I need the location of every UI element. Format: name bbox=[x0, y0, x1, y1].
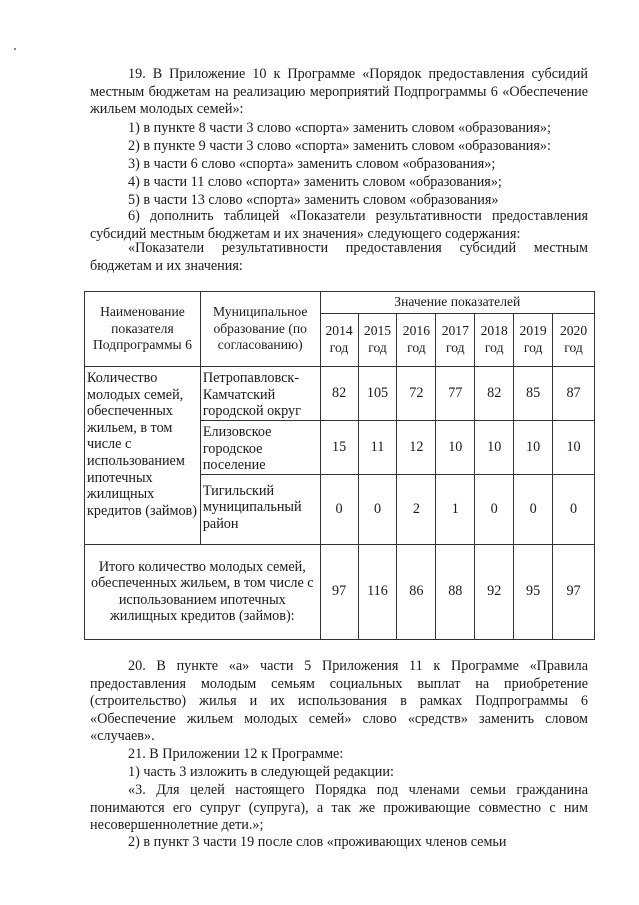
year-header: 2015 год bbox=[358, 314, 397, 367]
year-header: 2018 год bbox=[475, 314, 514, 367]
paragraph-19-item-6: 6) дополнить таблицей «Показатели результативности предоставления субсидий местным бюджетам и их значения» следующего содержания: bbox=[90, 208, 588, 242]
total-cell: 88 bbox=[436, 544, 475, 639]
total-cell: 97 bbox=[320, 544, 358, 639]
year-header: 2019 год bbox=[514, 314, 553, 367]
municipality-name: Петропавловск-Камчатский городской округ bbox=[200, 367, 320, 421]
table-cell: 10 bbox=[436, 421, 475, 475]
paragraph-21-intro: 21. В Приложении 12 к Программе: bbox=[128, 746, 344, 762]
table-caption-quote: «Показатели результативности предоставления субсидий местным бюджетам и их значения: bbox=[90, 240, 588, 274]
table-cell: 0 bbox=[358, 474, 397, 544]
total-label: Итого количество молодых семей, обеспеченных жильем, в том числе с использованием ипотечных жилищных кредитов (займов): bbox=[85, 544, 321, 639]
table-cell: 87 bbox=[553, 367, 595, 421]
total-cell: 116 bbox=[358, 544, 397, 639]
year-header: 2016 год bbox=[397, 314, 436, 367]
table-cell: 1 bbox=[436, 474, 475, 544]
table-cell: 15 bbox=[320, 421, 358, 475]
table-cell: 10 bbox=[553, 421, 595, 475]
table-cell: 72 bbox=[397, 367, 436, 421]
paragraph-21-quote: «3. Для целей настоящего Порядка под членами семьи гражданина понимаются его супруг (супруга), а так же проживающие совместно с ним несовершеннолетние дети.»; bbox=[90, 782, 588, 834]
table-cell: 2 bbox=[397, 474, 436, 544]
municipality-name: Елизовское городское поселение bbox=[200, 421, 320, 475]
total-cell: 92 bbox=[475, 544, 514, 639]
table-cell: 82 bbox=[475, 367, 514, 421]
table-cell: 82 bbox=[320, 367, 358, 421]
table-cell: 10 bbox=[475, 421, 514, 475]
table-cell: 0 bbox=[553, 474, 595, 544]
total-cell: 97 bbox=[553, 544, 595, 639]
table-cell: 85 bbox=[514, 367, 553, 421]
indicator-name: Количество молодых семей, обеспеченных жильем, в том числе с использованием ипотечных жилищных кредитов (займов) bbox=[85, 367, 201, 545]
header-values: Значение показателей bbox=[320, 292, 594, 314]
paragraph-19-item-3: 3) в части 6 слово «спорта» заменить словом «образования»; bbox=[128, 156, 496, 172]
municipality-name: Тигильский муниципальный район bbox=[200, 474, 320, 544]
total-cell: 95 bbox=[514, 544, 553, 639]
table-cell: 0 bbox=[475, 474, 514, 544]
paragraph-19-item-4: 4) в части 11 слово «спорта» заменить словом «образования»; bbox=[128, 174, 502, 190]
paragraph-19-item-2: 2) в пункте 9 части 3 слово «спорта» заменить словом «образования»: bbox=[128, 138, 551, 154]
table-header-row bbox=[85, 292, 595, 314]
year-header: 2020 год bbox=[553, 314, 595, 367]
scan-speck bbox=[14, 48, 16, 50]
table-cell: 11 bbox=[358, 421, 397, 475]
table-cell: 0 bbox=[514, 474, 553, 544]
header-indicator: Наименование показателя Подпрограммы 6 bbox=[85, 292, 201, 367]
table-cell: 105 bbox=[358, 367, 397, 421]
paragraph-19-item-5: 5) в части 13 слово «спорта» заменить словом «образования» bbox=[128, 192, 499, 208]
paragraph-21-item-2: 2) в пункт 3 части 19 после слов «проживающих членов семьи bbox=[128, 834, 507, 850]
paragraph-20: 20. В пункте «а» части 5 Приложения 11 к Программе «Правила предоставления молодым семьям социальных выплат на приобретение (строительство) жилья и их использования в рамках Подпрограммы 6 «Обеспечение жильем молодых семей» слово «средств» заменить словом «случаев». bbox=[90, 658, 588, 745]
table-total-row bbox=[85, 544, 595, 639]
table-cell: 10 bbox=[514, 421, 553, 475]
year-header: 2017 год bbox=[436, 314, 475, 367]
table-cell: 77 bbox=[436, 367, 475, 421]
paragraph-19-intro: 19. В Приложение 10 к Программе «Порядок предоставления субсидий местным бюджетам на реализацию мероприятий Подпрограммы 6 «Обеспечение жильем молодых семей»: bbox=[90, 66, 588, 118]
year-header: 2014 год bbox=[320, 314, 358, 367]
total-cell: 86 bbox=[397, 544, 436, 639]
table-row bbox=[85, 367, 595, 421]
table-cell: 12 bbox=[397, 421, 436, 475]
table-cell: 0 bbox=[320, 474, 358, 544]
header-municipality: Муниципальное образование (по согласованию) bbox=[200, 292, 320, 367]
paragraph-21-item-1: 1) часть 3 изложить в следующей редакции: bbox=[128, 764, 394, 780]
paragraph-19-item-1: 1) в пункте 8 части 3 слово «спорта» заменить словом «образования»; bbox=[128, 120, 551, 136]
indicators-table bbox=[84, 291, 595, 640]
